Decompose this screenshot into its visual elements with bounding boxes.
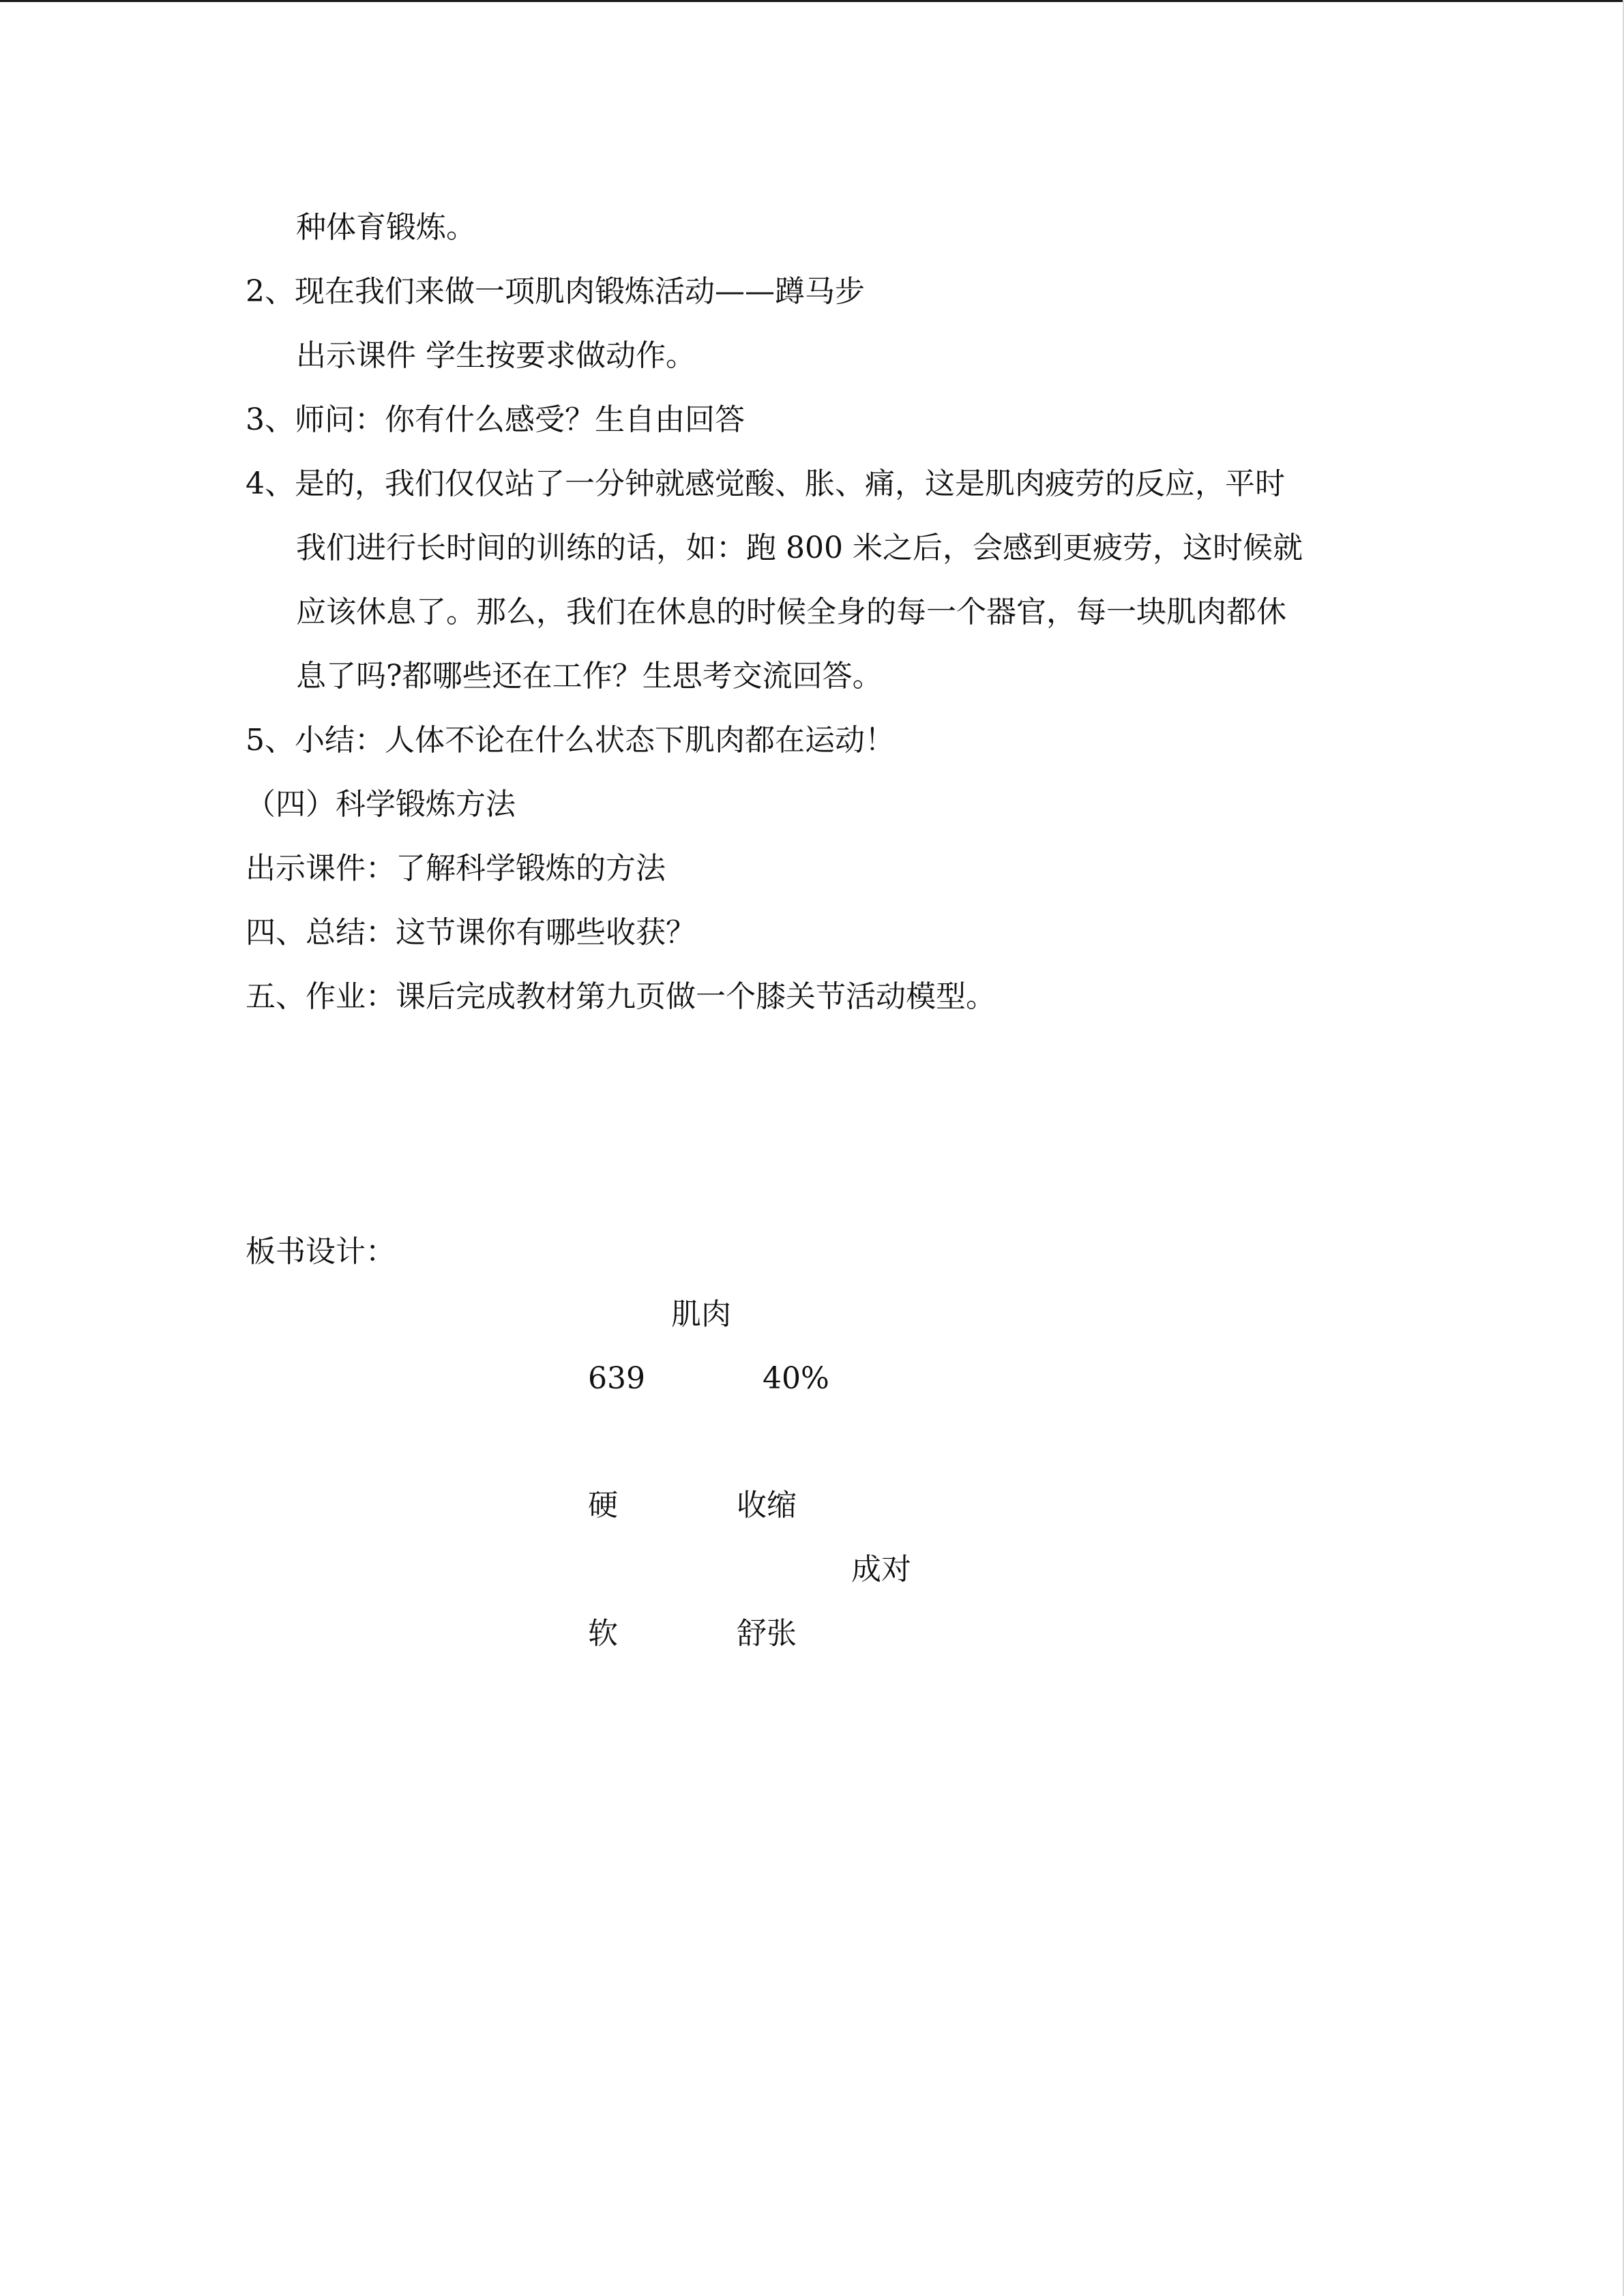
text-line-1: 种体育锻炼。: [296, 210, 476, 245]
homework-line: 五、作业：课后完成教材第九页做一个膝关节活动模型。: [246, 979, 996, 1014]
text-line-6: 我们进行长时间的训练的话，如：跑 800 米之后，会感到更疲劳，这时候就: [296, 531, 1303, 565]
board-percent: 40%: [763, 1361, 829, 1396]
board-count: 639: [588, 1361, 645, 1396]
text-line-3: 出示课件 学生按要求做动作。: [296, 338, 696, 373]
text-line-2: 2、现在我们来做一项肌肉锻炼活动——蹲马步: [246, 274, 865, 309]
board-hard: 硬: [588, 1488, 618, 1523]
section-heading-4: （四）科学锻炼方法: [246, 787, 516, 822]
text-line-7: 应该休息了。那么，我们在休息的时候全身的每一个器官，每一块肌肉都休: [296, 595, 1286, 629]
summary-line: 四、总结：这节课你有哪些收获？: [246, 915, 696, 950]
text-line-11: 出示课件：了解科学锻炼的方法: [246, 851, 666, 886]
board-soft: 软: [588, 1616, 618, 1651]
text-line-8: 息了吗?都哪些还在工作？生思考交流回答。: [296, 659, 883, 694]
text-line-9: 5、小结：人体不论在什么状态下肌肉都在运动！: [246, 723, 895, 758]
text-line-5: 4、是的，我们仅仅站了一分钟就感觉酸、胀、痛，这是肌肉疲劳的反应，平时: [246, 466, 1285, 501]
text-line-4: 3、师问：你有什么感受？生自由回答: [246, 402, 745, 437]
board-contract: 收缩: [737, 1488, 797, 1523]
board-relax: 舒张: [737, 1616, 797, 1651]
board-design-heading: 板书设计：: [246, 1234, 396, 1269]
board-pair: 成对: [851, 1552, 911, 1587]
board-title: 肌肉: [671, 1297, 731, 1332]
